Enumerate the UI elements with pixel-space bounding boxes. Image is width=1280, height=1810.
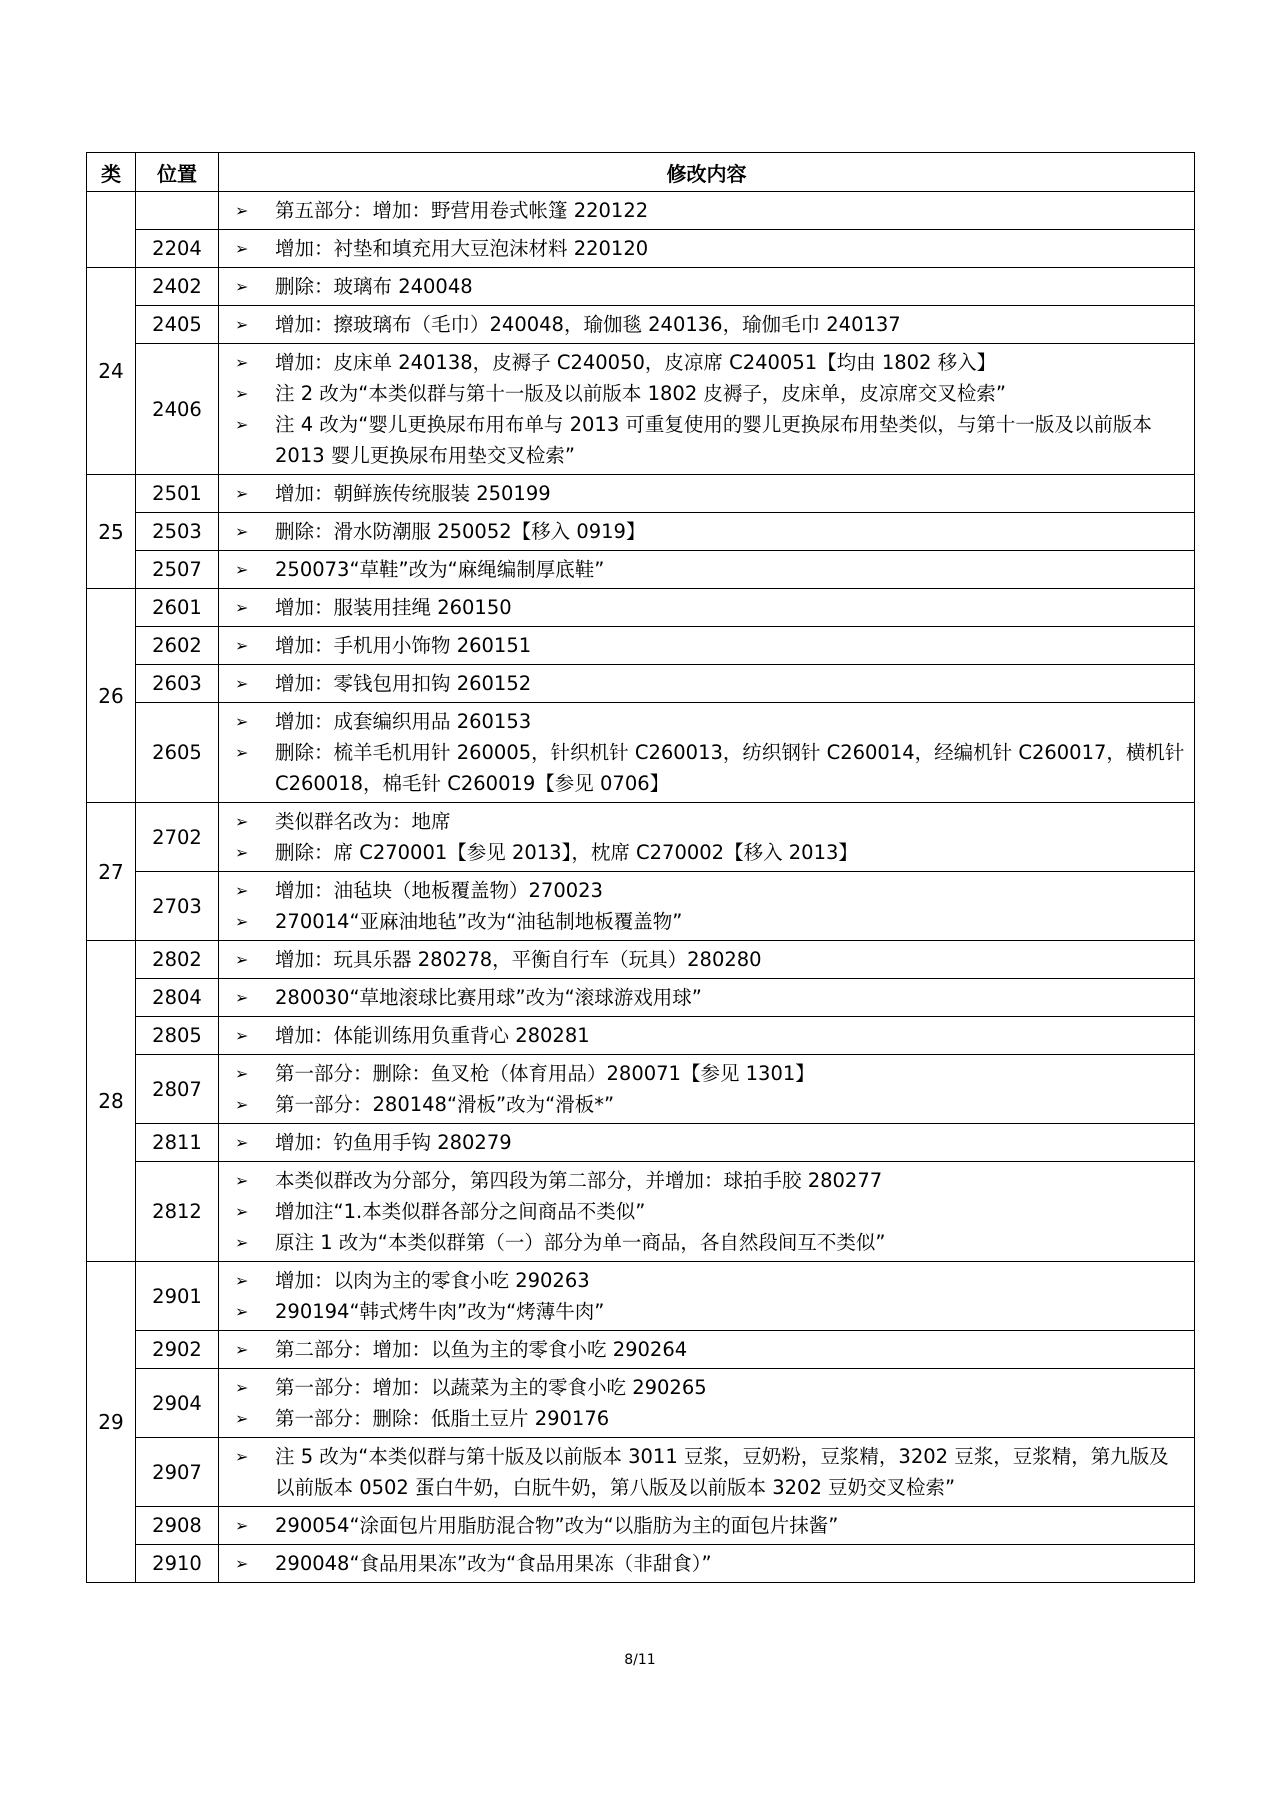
position-cell: 2402 xyxy=(136,268,219,306)
table-row xyxy=(87,703,1195,803)
arrow-bullet-icon: ➢ xyxy=(235,636,249,655)
content-line xyxy=(235,906,1188,937)
position-cell: 2910 xyxy=(136,1545,219,1583)
change-text: 原注 1 改为“本类似群第（一）部分为单一商品，各自然段间互不类似” xyxy=(275,1231,886,1254)
arrow-bullet-icon: ➢ xyxy=(235,1171,249,1190)
arrow-bullet-icon: ➢ xyxy=(235,277,249,296)
content-cell xyxy=(219,230,1195,268)
position-cell: 2702 xyxy=(136,803,219,872)
change-text: 本类似群改为分部分，第四段为第二部分，并增加：球拍手胶 280277 xyxy=(275,1169,883,1192)
content-cell xyxy=(219,803,1195,872)
content-cell xyxy=(219,1055,1195,1124)
header-class: 类 xyxy=(87,153,136,192)
content-line xyxy=(235,1227,1188,1258)
arrow-bullet-icon: ➢ xyxy=(235,1271,249,1290)
table-row xyxy=(87,1262,1195,1331)
content-line xyxy=(235,478,1188,509)
content-line xyxy=(235,982,1188,1013)
arrow-bullet-icon: ➢ xyxy=(235,1233,249,1252)
arrow-bullet-icon: ➢ xyxy=(235,415,249,434)
content-cell xyxy=(219,1017,1195,1055)
change-text: 增加：玩具乐器 280278，平衡自行车（玩具）280280 xyxy=(275,948,762,971)
content-cell xyxy=(219,1124,1195,1162)
header-position: 位置 xyxy=(136,153,219,192)
table-row xyxy=(87,344,1195,475)
content-cell xyxy=(219,513,1195,551)
content-cell xyxy=(219,589,1195,627)
content-cell xyxy=(219,268,1195,306)
table-row xyxy=(87,192,1195,230)
content-cell xyxy=(219,344,1195,475)
position-cell: 2507 xyxy=(136,551,219,589)
content-line xyxy=(235,1296,1188,1327)
change-text: 第五部分：增加：野营用卷式帐篷 220122 xyxy=(275,199,649,222)
position-cell: 2605 xyxy=(136,703,219,803)
table-body xyxy=(87,192,1195,1583)
class-cell: 29 xyxy=(87,1262,136,1583)
change-text: 删除：席 C270001【参见 2013】，枕席 C270002【移入 2013】 xyxy=(275,841,858,864)
arrow-bullet-icon: ➢ xyxy=(235,560,249,579)
arrow-bullet-icon: ➢ xyxy=(235,881,249,900)
position-cell: 2804 xyxy=(136,979,219,1017)
change-text: 290048“食品用果冻”改为“食品用果冻（非甜食）” xyxy=(275,1552,712,1575)
content-cell xyxy=(219,551,1195,589)
content-cell xyxy=(219,665,1195,703)
arrow-bullet-icon: ➢ xyxy=(235,712,249,731)
class-cell: 26 xyxy=(87,589,136,803)
position-cell: 2904 xyxy=(136,1369,219,1438)
arrow-bullet-icon: ➢ xyxy=(235,743,249,762)
position-cell xyxy=(136,192,219,230)
change-text: 第一部分：删除：鱼叉枪（体育用品）280071【参见 1301】 xyxy=(275,1062,815,1085)
table-row xyxy=(87,513,1195,551)
class-cell: 24 xyxy=(87,268,136,475)
header-content: 修改内容 xyxy=(219,153,1195,192)
change-text: 增加：衬垫和填充用大豆泡沫材料 220120 xyxy=(275,237,649,260)
arrow-bullet-icon: ➢ xyxy=(235,384,249,403)
arrow-bullet-icon: ➢ xyxy=(235,201,249,220)
content-cell xyxy=(219,475,1195,513)
change-text: 290054“涂面包片用脂肪混合物”改为“以脂肪为主的面包片抹酱” xyxy=(275,1514,839,1537)
content-cell xyxy=(219,872,1195,941)
change-text: 第一部分：增加：以蔬菜为主的零食小吃 290265 xyxy=(275,1376,707,1399)
change-text: 第一部分：280148“滑板”改为“滑板*” xyxy=(275,1093,615,1116)
content-line xyxy=(235,271,1188,302)
content-line xyxy=(235,347,1188,378)
content-cell xyxy=(219,1262,1195,1331)
table-row xyxy=(87,1017,1195,1055)
change-text: 增加：零钱包用扣钩 260152 xyxy=(275,672,532,695)
arrow-bullet-icon: ➢ xyxy=(235,1378,249,1397)
arrow-bullet-icon: ➢ xyxy=(235,1340,249,1359)
arrow-bullet-icon: ➢ xyxy=(235,1095,249,1114)
arrow-bullet-icon: ➢ xyxy=(235,674,249,693)
position-cell: 2807 xyxy=(136,1055,219,1124)
position-cell: 2603 xyxy=(136,665,219,703)
position-cell: 2503 xyxy=(136,513,219,551)
change-text: 增加：皮床单 240138，皮褥子 C240050，皮凉席 C240051【均由 1802 移入】 xyxy=(275,351,997,374)
content-cell xyxy=(219,1507,1195,1545)
table-row xyxy=(87,230,1195,268)
class-cell: 25 xyxy=(87,475,136,589)
table-row xyxy=(87,1369,1195,1438)
position-cell: 2601 xyxy=(136,589,219,627)
content-line xyxy=(235,1265,1188,1296)
position-cell: 2602 xyxy=(136,627,219,665)
change-text: 增加：成套编织用品 260153 xyxy=(275,710,532,733)
content-line xyxy=(235,1334,1188,1365)
position-cell: 2501 xyxy=(136,475,219,513)
position-cell: 2805 xyxy=(136,1017,219,1055)
position-cell: 2703 xyxy=(136,872,219,941)
table-row xyxy=(87,872,1195,941)
arrow-bullet-icon: ➢ xyxy=(235,1064,249,1083)
position-cell: 2811 xyxy=(136,1124,219,1162)
position-cell: 2406 xyxy=(136,344,219,475)
arrow-bullet-icon: ➢ xyxy=(235,1447,249,1466)
arrow-bullet-icon: ➢ xyxy=(235,1554,249,1573)
table-row xyxy=(87,1162,1195,1262)
class-cell: 27 xyxy=(87,803,136,941)
content-cell xyxy=(219,192,1195,230)
content-line xyxy=(235,1403,1188,1434)
arrow-bullet-icon: ➢ xyxy=(235,315,249,334)
content-line xyxy=(235,1196,1188,1227)
table-row xyxy=(87,979,1195,1017)
change-text: 增加：以肉为主的零食小吃 290263 xyxy=(275,1269,590,1292)
table-row xyxy=(87,1438,1195,1507)
arrow-bullet-icon: ➢ xyxy=(235,1302,249,1321)
class-cell xyxy=(87,192,136,268)
arrow-bullet-icon: ➢ xyxy=(235,522,249,541)
change-text: 删除：梳羊毛机用针 260005，针织机针 C260013，纺织钢针 C260014，经编机针 C260017，横机针 C260018，棉毛针 C260019【参见 0706】 xyxy=(275,741,1185,795)
table-row xyxy=(87,268,1195,306)
arrow-bullet-icon: ➢ xyxy=(235,598,249,617)
content-line xyxy=(235,706,1188,737)
change-text: 增加：擦玻璃布（毛巾）240048，瑜伽毯 240136，瑜伽毛巾 240137 xyxy=(275,313,901,336)
arrow-bullet-icon: ➢ xyxy=(235,1409,249,1428)
arrow-bullet-icon: ➢ xyxy=(235,353,249,372)
change-text: 290194“韩式烤牛肉”改为“烤薄牛肉” xyxy=(275,1300,605,1323)
arrow-bullet-icon: ➢ xyxy=(235,912,249,931)
change-text: 第一部分：删除：低脂土豆片 290176 xyxy=(275,1407,610,1430)
change-text: 增加：体能训练用负重背心 280281 xyxy=(275,1024,590,1047)
arrow-bullet-icon: ➢ xyxy=(235,950,249,969)
content-line xyxy=(235,1165,1188,1196)
changes-table xyxy=(86,152,1195,1583)
table-row xyxy=(87,551,1195,589)
table-row xyxy=(87,665,1195,703)
content-line xyxy=(235,195,1188,226)
content-line xyxy=(235,378,1188,409)
position-cell: 2802 xyxy=(136,941,219,979)
change-text: 删除：玻璃布 240048 xyxy=(275,275,473,298)
content-cell xyxy=(219,1545,1195,1583)
position-cell: 2901 xyxy=(136,1262,219,1331)
change-text: 注 5 改为“本类似群与第十版及以前版本 3011 豆浆，豆奶粉，豆浆精，3202 豆浆，豆浆精，第九版及以前版本 0502 蛋白牛奶，白朊牛奶，第八版及以前版本 3202 豆奶交叉检索” xyxy=(275,1445,1169,1499)
content-line xyxy=(235,233,1188,264)
content-line xyxy=(235,1127,1188,1158)
content-cell xyxy=(219,979,1195,1017)
table-row xyxy=(87,589,1195,627)
position-cell: 2908 xyxy=(136,1507,219,1545)
table-row xyxy=(87,803,1195,872)
content-line xyxy=(235,1510,1188,1541)
position-cell: 2405 xyxy=(136,306,219,344)
change-text: 270014“亚麻油地毡”改为“油毡制地板覆盖物” xyxy=(275,910,683,933)
arrow-bullet-icon: ➢ xyxy=(235,484,249,503)
position-cell: 2204 xyxy=(136,230,219,268)
arrow-bullet-icon: ➢ xyxy=(235,1202,249,1221)
content-cell xyxy=(219,941,1195,979)
content-line xyxy=(235,837,1188,868)
content-cell xyxy=(219,1438,1195,1507)
content-line xyxy=(235,737,1188,799)
arrow-bullet-icon: ➢ xyxy=(235,812,249,831)
change-text: 类似群名改为：地席 xyxy=(275,810,451,833)
arrow-bullet-icon: ➢ xyxy=(235,843,249,862)
content-line xyxy=(235,1020,1188,1051)
change-text: 增加：钓鱼用手钩 280279 xyxy=(275,1131,512,1154)
table-row xyxy=(87,627,1195,665)
change-text: 增加：朝鲜族传统服装 250199 xyxy=(275,482,551,505)
change-text: 250073“草鞋”改为“麻绳编制厚底鞋” xyxy=(275,558,605,581)
change-text: 增加：油毡块（地板覆盖物）270023 xyxy=(275,879,603,902)
change-text: 增加：手机用小饰物 260151 xyxy=(275,634,532,657)
change-text: 注 4 改为“婴儿更换尿布用布单与 2013 可重复使用的婴儿更换尿布用垫类似，与第十一版及以前版本 2013 婴儿更换尿布用垫交叉检索” xyxy=(275,413,1152,467)
change-text: 删除：滑水防潮服 250052【移入 0919】 xyxy=(275,520,646,543)
table-row xyxy=(87,475,1195,513)
table-row xyxy=(87,306,1195,344)
arrow-bullet-icon: ➢ xyxy=(235,1026,249,1045)
change-text: 第二部分：增加：以鱼为主的零食小吃 290264 xyxy=(275,1338,688,1361)
arrow-bullet-icon: ➢ xyxy=(235,1133,249,1152)
position-cell: 2902 xyxy=(136,1331,219,1369)
table-row xyxy=(87,1055,1195,1124)
arrow-bullet-icon: ➢ xyxy=(235,988,249,1007)
content-cell xyxy=(219,306,1195,344)
arrow-bullet-icon: ➢ xyxy=(235,239,249,258)
table-row xyxy=(87,1124,1195,1162)
position-cell: 2812 xyxy=(136,1162,219,1262)
content-line xyxy=(235,1372,1188,1403)
content-cell xyxy=(219,1162,1195,1262)
change-text: 280030“草地滚球比赛用球”改为“滚球游戏用球” xyxy=(275,986,702,1009)
content-line xyxy=(235,554,1188,585)
content-line xyxy=(235,1058,1188,1089)
content-line xyxy=(235,592,1188,623)
change-text: 增加：服装用挂绳 260150 xyxy=(275,596,512,619)
class-cell: 28 xyxy=(87,941,136,1262)
content-line xyxy=(235,668,1188,699)
content-line xyxy=(235,806,1188,837)
content-line xyxy=(235,1089,1188,1120)
content-line xyxy=(235,944,1188,975)
table-row xyxy=(87,941,1195,979)
table-row xyxy=(87,1545,1195,1583)
content-cell xyxy=(219,627,1195,665)
table-row xyxy=(87,1331,1195,1369)
content-line xyxy=(235,516,1188,547)
content-cell xyxy=(219,703,1195,803)
content-cell xyxy=(219,1369,1195,1438)
content-line xyxy=(235,630,1188,661)
change-text: 注 2 改为“本类似群与第十一版及以前版本 1802 皮褥子，皮床单，皮凉席交叉检索” xyxy=(275,382,1007,405)
position-cell: 2907 xyxy=(136,1438,219,1507)
content-cell xyxy=(219,1331,1195,1369)
change-text: 增加注“1.本类似群各部分之间商品不类似” xyxy=(275,1200,646,1223)
table-row xyxy=(87,1507,1195,1545)
arrow-bullet-icon: ➢ xyxy=(235,1516,249,1535)
content-line xyxy=(235,409,1188,471)
content-line xyxy=(235,309,1188,340)
content-line xyxy=(235,1441,1188,1503)
page-number: 8/11 xyxy=(624,1652,656,1668)
table-header-row xyxy=(87,153,1195,192)
content-line xyxy=(235,1548,1188,1579)
content-line xyxy=(235,875,1188,906)
